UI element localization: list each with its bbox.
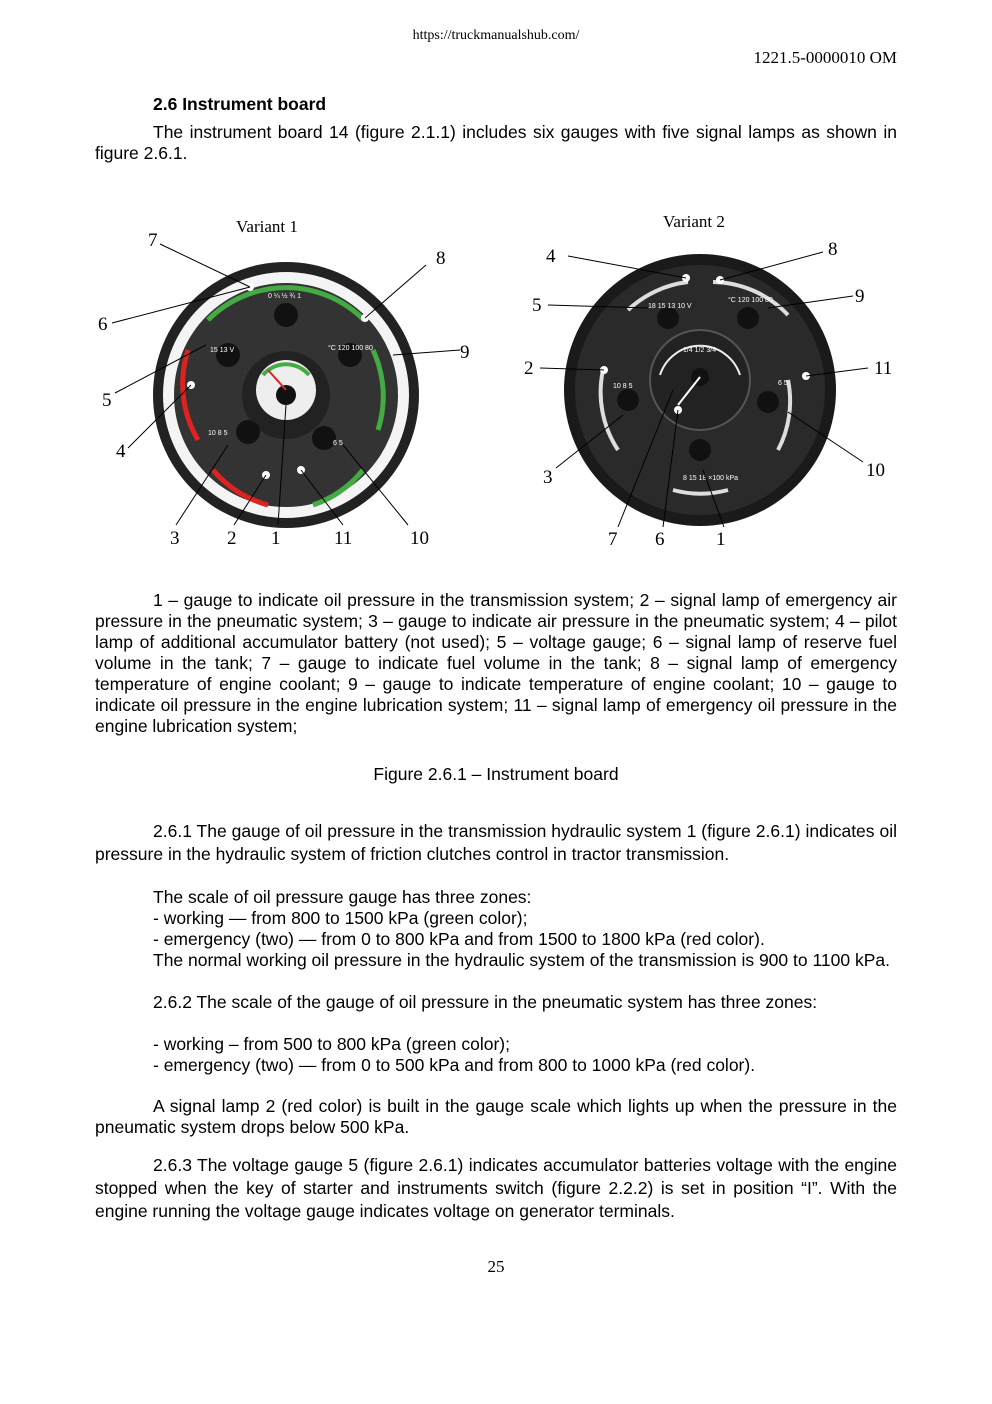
scale-zones-line: The scale of oil pressure gauge has three zones: [153, 887, 532, 907]
working-zone-line: - working — from 800 to 1500 kPa (green color); [153, 908, 528, 928]
variant-1-label: Variant 1 [236, 217, 298, 236]
v2-fuel-scale: 1/4 1/2 3/4 [683, 347, 717, 354]
normal-pressure-paragraph: The normal working oil pressure in the hydraulic system of the transmission is 900 to 1100 kPa. [153, 950, 890, 970]
v1-callout-11: 11 [334, 528, 353, 549]
v1-callout-5: 5 [102, 390, 112, 411]
v1-callout-4: 4 [116, 441, 126, 462]
site-url[interactable]: https://truckmanualshub.com/ [412, 28, 580, 43]
v1-fuel-scale: 0 ¼ ½ ¾ 1 [268, 293, 302, 300]
v1-temp-scale: °C 120 100 80 [328, 345, 373, 352]
v1-callout-7: 7 [148, 230, 158, 251]
emergency-zone-line: - emergency (two) — from 0 to 800 kPa and from 1500 to 1800 kPa (red color). [153, 929, 765, 949]
figure-legend: 1 – gauge to indicate oil pressure in the transmission system; 2 – signal lamp of emergency air pressure in the pneumatic system; 3 – gauge to indicate air pressure in the pneumatic system; 4 – pilot lamp of additional accumulator battery (not used); 5 – voltage gauge; 6 – signal lamp of reserve fuel volume in the tank; 7 – gauge to indicate fuel volume in the tank; 8 – signal lamp of emergency temperature of engine coolant; 9 – gauge to indicate temperature of engine coolant; 10 – gauge to indicate oil pressure in the engine lubrication system; 11 – signal lamp of emergency oil pressure in the engine lubrication system; [95, 590, 897, 736]
v2-air-scale: 10 8 5 [613, 383, 633, 390]
v2-callout-5: 5 [532, 295, 542, 316]
v2-callout-1: 1 [716, 529, 726, 550]
signal-lamp-paragraph: A signal lamp 2 (red color) is built in the gauge scale which lights up when the pressure in the pneumatic system drops below 500 kPa. [95, 1096, 897, 1137]
v1-callout-10: 10 [410, 528, 429, 549]
v1-callout-6: 6 [98, 314, 108, 335]
paragraph-2-6-2: 2.6.2 The scale of the gauge of oil pressure in the pneumatic system has three zones: [153, 992, 818, 1012]
v2-callout-6: 6 [655, 529, 665, 550]
document-code: 1221.5-0000010 OM [753, 48, 897, 67]
paragraph-2-6-1: 2.6.1 The gauge of oil pressure in the transmission hydraulic system 1 (figure 2.6.1) indicates oil pressure in the hydraulic system of friction clutches control in tractor transmission. [95, 821, 897, 864]
v2-trans-scale: 8 15 18 ×100 kPa [683, 475, 739, 482]
v1-callout-3: 3 [170, 528, 180, 549]
v2-callout-4: 4 [546, 246, 556, 267]
intro-paragraph: The instrument board 14 (figure 2.1.1) includes six gauges with five signal lamps as shown in figure 2.6.1. [95, 122, 897, 163]
v1-callout-1: 1 [271, 528, 281, 549]
v1-callout-9: 9 [460, 342, 470, 363]
v2-callout-8: 8 [828, 239, 838, 260]
v2-callout-11: 11 [874, 358, 893, 379]
variant-2-instrument [564, 254, 836, 526]
v2-callout-9: 9 [855, 286, 865, 307]
v2-callout-10: 10 [866, 460, 885, 481]
figure-caption: Figure 2.6.1 – Instrument board [373, 764, 619, 784]
v2-callout-7: 7 [608, 529, 618, 550]
v1-voltage-scale: 15 13 V [210, 347, 235, 354]
v2-callout-3: 3 [543, 467, 553, 488]
v2-temp-scale: °C 120 100 80 [728, 297, 773, 304]
v1-oil-scale: 6 5 [333, 440, 343, 447]
v1-air-scale: 10 8 5 [208, 430, 228, 437]
page-number: 25 [487, 1257, 505, 1276]
pneumatic-emergency-line: - emergency (two) — from 0 to 500 kPa and from 800 to 1000 kPa (red color). [153, 1055, 756, 1075]
paragraph-2-6-3: 2.6.3 The voltage gauge 5 (figure 2.6.1) indicates accumulator batteries voltage with the engine stopped when the key of starter and instruments switch (figure 2.2.2) is set in position “I”. With the engine running the voltage gauge indicates voltage on generator terminals. [95, 1155, 897, 1221]
instrument-board-figure [88, 200, 908, 560]
v1-callout-2: 2 [227, 528, 237, 549]
pneumatic-working-line: - working – from 500 to 800 kPa (green color); [153, 1034, 510, 1054]
section-title: 2.6 Instrument board [153, 94, 327, 114]
v2-callout-2: 2 [524, 358, 534, 379]
v2-voltage-scale: 18 15 13 10 V [648, 303, 692, 310]
variant-2-label: Variant 2 [663, 212, 725, 231]
v2-oil-scale: 6 5 [778, 380, 788, 387]
v1-callout-8: 8 [436, 248, 446, 269]
